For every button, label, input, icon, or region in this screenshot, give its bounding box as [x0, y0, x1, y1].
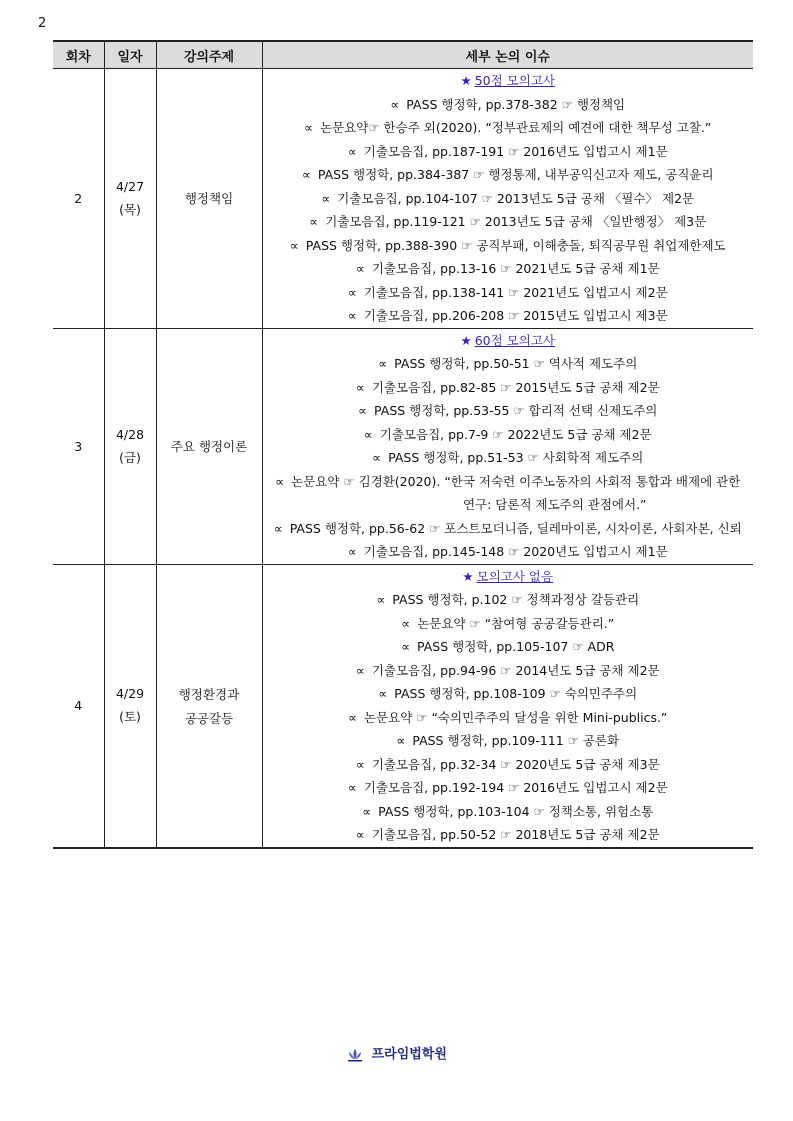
- session-cell: 2: [53, 69, 104, 329]
- topic-cell: [156, 328, 262, 564]
- proportional-bullet-icon: ∝: [347, 780, 357, 795]
- proportional-bullet-icon: ∝: [304, 120, 314, 135]
- list-item: ∝ PASS 행정학, pp.56-62 ☞ 포스트모더니즘, 딜레마이론, 시차이론, 사회자본, 신뢰: [273, 520, 742, 536]
- list-item: ∝ PASS 행정학, pp.109-111 ☞ 공론화: [396, 733, 620, 748]
- proportional-bullet-icon: ∝: [301, 167, 311, 182]
- day: (목): [119, 201, 141, 217]
- proportional-bullet-icon: ∝: [309, 214, 319, 229]
- proportional-bullet-icon: ∝: [378, 686, 388, 701]
- proportional-bullet-icon: ∝: [347, 143, 357, 159]
- list-item: ∝ PASS 행정학, pp.50-51 ☞ 역사적 제도주의: [378, 356, 638, 371]
- issues-cell: [262, 69, 753, 329]
- header-issues: 세부 논의 이슈: [262, 41, 753, 69]
- date-cell: [104, 564, 156, 848]
- proportional-bullet-icon: ∝: [401, 615, 411, 631]
- day: (토): [119, 709, 141, 724]
- list-item: ∝ 기출모음집, pp.94-96 ☞ 2014년도 5급 공채 제2문: [355, 662, 660, 678]
- list-item: ∝ 기출모음집, pp.50-52 ☞ 2018년도 5급 공채 제2문: [355, 827, 660, 842]
- proportional-bullet-icon: ∝: [348, 709, 357, 725]
- list-item: ∝ 논문요약 ☞ “참여형 공공갈등관리.”: [401, 615, 615, 631]
- proportional-bullet-icon: ∝: [390, 96, 400, 112]
- list-item: ∝ PASS 행정학, pp.378-382 ☞ 행정책임: [390, 96, 626, 112]
- proportional-bullet-icon: ∝: [376, 592, 386, 607]
- star-icon: ★: [460, 332, 472, 348]
- list-item: ∝ 기출모음집, pp.32-34 ☞ 2020년도 5급 공채 제3문: [355, 756, 660, 772]
- list-item: ∝ 기출모음집, pp.187-191 ☞ 2016년도 입법고시 제1문: [347, 143, 668, 159]
- list-item: ∝ PASS 행정학, pp.388-390 ☞ 공직부패, 이해충돌, 퇴직공무원 취업제한제도: [289, 237, 726, 253]
- proportional-bullet-icon: ∝: [401, 639, 411, 654]
- proportional-bullet-icon: ∝: [362, 803, 372, 819]
- list-item: ∝ PASS 행정학, pp.103-104 ☞ 정책소통, 위험소통: [362, 803, 654, 819]
- topic-cell: [156, 564, 262, 848]
- proportional-bullet-icon: ∝: [347, 544, 357, 559]
- proportional-bullet-icon: ∝: [347, 284, 357, 300]
- proportional-bullet-icon: ∝: [355, 379, 365, 395]
- list-item: ∝ 기출모음집, pp.104-107 ☞ 2013년도 5급 공채 〈필수〉 제2문: [321, 190, 695, 206]
- list-item: ∝ 논문요약 ☞ 김경환(2020). “한국 저숙련 이주노동자의 사회적 통합과 배제에 관한: [275, 473, 741, 489]
- proportional-bullet-icon: ∝: [273, 520, 283, 536]
- star-icon: ★: [460, 73, 472, 88]
- list-item: ∝ PASS 행정학, pp.384-387 ☞ 행정통제, 내부공익신고자 제도, 공직윤리: [301, 167, 714, 182]
- header-row: [53, 41, 753, 69]
- proportional-bullet-icon: ∝: [347, 308, 357, 323]
- list-item-continuation: 연구: 담론적 제도주의 관점에서.”: [462, 497, 647, 512]
- list-item: ∝ 기출모음집, pp.7-9 ☞ 2022년도 5급 공채 제2문: [363, 426, 652, 442]
- proportional-bullet-icon: ∝: [355, 756, 365, 772]
- proportional-bullet-icon: ∝: [396, 733, 406, 748]
- proportional-bullet-icon: ∝: [363, 426, 373, 442]
- list-item: ∝ 기출모음집, pp.82-85 ☞ 2015년도 5급 공채 제2문: [355, 379, 660, 395]
- header-session: 회차: [53, 41, 104, 69]
- mock-exam-label: ★ 50점 모의고사: [460, 73, 555, 88]
- star-icon: ★: [462, 568, 474, 584]
- list-item: ∝ PASS 행정학, pp.105-107 ☞ ADR: [401, 639, 615, 654]
- date-cell: [104, 328, 156, 564]
- topic: 행정책임: [184, 191, 234, 207]
- list-item: ∝ 기출모음집, pp.192-194 ☞ 2016년도 입법고시 제2문: [347, 780, 668, 795]
- list-item: ∝ 논문요약 ☞ “숙의민주주의 달성을 위한 Mini-publics.”: [348, 709, 668, 725]
- list-item: ∝ PASS 행정학, pp.53-55 ☞ 합리적 선택 신제도주의: [358, 403, 658, 418]
- list-item: ∝ 기출모음집, pp.206-208 ☞ 2015년도 입법고시 제3문: [347, 308, 668, 323]
- topic: 주요 행정이론: [170, 439, 248, 454]
- mock-exam-label: ★ 모의고사 없음: [462, 568, 554, 584]
- date: 4/27: [115, 178, 145, 194]
- day: (금): [119, 449, 141, 465]
- list-item: ∝ PASS 행정학, p.102 ☞ 정책과정상 갈등관리: [376, 592, 640, 607]
- date: 4/29: [115, 686, 145, 701]
- proportional-bullet-icon: ∝: [355, 261, 365, 276]
- table-row: [53, 564, 753, 848]
- list-item: ∝ 기출모음집, pp.13-16 ☞ 2021년도 5급 공채 제1문: [355, 261, 660, 276]
- page-number: 2: [38, 16, 47, 31]
- header-date: 일자: [104, 41, 156, 69]
- list-item: ∝ 기출모음집, pp.138-141 ☞ 2021년도 입법고시 제2문: [347, 284, 668, 300]
- table-row: [53, 328, 753, 564]
- topic: 공공갈등: [184, 710, 234, 726]
- mock-exam-label: ★ 60점 모의고사: [460, 332, 555, 348]
- proportional-bullet-icon: ∝: [355, 662, 365, 678]
- footer-text: 프라임법학원: [371, 1047, 447, 1062]
- table-row: [53, 69, 753, 329]
- date: 4/28: [115, 426, 145, 442]
- topic-cell: [156, 69, 262, 329]
- header-topic: 강의주제: [156, 41, 262, 69]
- proportional-bullet-icon: ∝: [289, 237, 299, 253]
- proportional-bullet-icon: ∝: [378, 356, 388, 371]
- proportional-bullet-icon: ∝: [275, 473, 285, 489]
- list-item: ∝ 기출모음집, pp.145-148 ☞ 2020년도 입법고시 제1문: [347, 544, 668, 559]
- list-item: ∝ PASS 행정학, pp.108-109 ☞ 숙의민주주의: [378, 686, 638, 701]
- session-cell: 3: [53, 328, 104, 564]
- topic: 행정환경과: [178, 686, 240, 702]
- list-item: ∝ 논문요약☞ 한승주 외(2020). “정부관료제의 예견에 대한 책무성 고찰.”: [304, 120, 712, 135]
- date-cell: [104, 69, 156, 329]
- proportional-bullet-icon: ∝: [358, 403, 368, 418]
- issues-cell: [262, 564, 753, 848]
- footer-logo: [0, 1043, 793, 1062]
- proportional-bullet-icon: ∝: [372, 450, 382, 465]
- schedule-table: [53, 40, 753, 849]
- session-cell: 4: [53, 564, 104, 848]
- issues-cell: [262, 328, 753, 564]
- list-item: ∝ PASS 행정학, pp.51-53 ☞ 사회학적 제도주의: [372, 450, 644, 465]
- proportional-bullet-icon: ∝: [355, 827, 365, 842]
- lotus-logo-icon: [346, 1048, 364, 1062]
- list-item: ∝ 기출모음집, pp.119-121 ☞ 2013년도 5급 공채 〈일반행정〉 제3문: [309, 214, 707, 229]
- proportional-bullet-icon: ∝: [321, 190, 331, 206]
